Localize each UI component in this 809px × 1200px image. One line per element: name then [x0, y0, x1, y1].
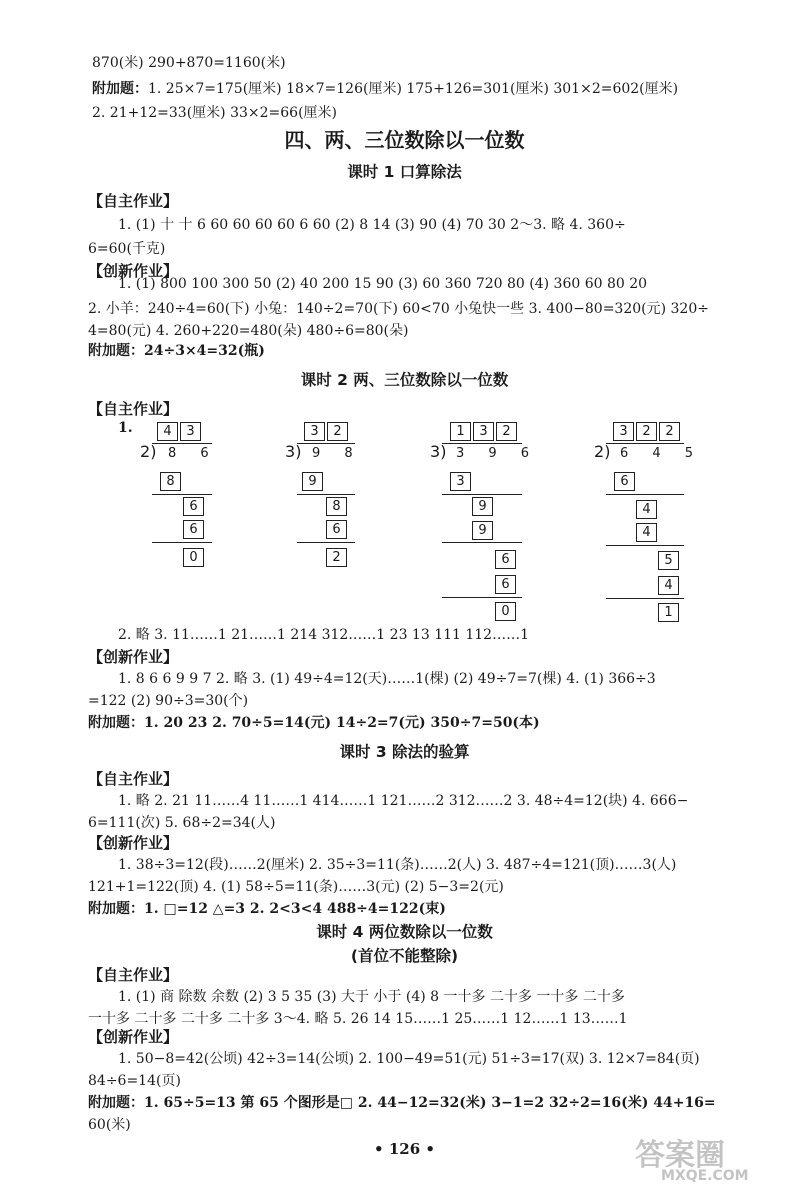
- text-line: =122 (2) 90÷3=30(个): [88, 693, 249, 709]
- step-line: [442, 494, 522, 495]
- digit-box: 2: [659, 422, 680, 441]
- section-label: 【自主作业】: [88, 400, 179, 418]
- lesson-subtitle: (首位不能整除): [350, 947, 459, 965]
- quotient-boxes: [157, 422, 203, 441]
- digit-box: 6: [614, 472, 635, 491]
- digit-box: 9: [302, 472, 323, 491]
- digit-box: 1: [658, 603, 679, 622]
- digit-box: 3: [304, 422, 325, 441]
- chapter-title: 四、两、三位数除以一位数: [284, 128, 525, 152]
- dividend: 9 8: [312, 446, 363, 461]
- digit-box: 9: [472, 521, 493, 540]
- quotient-boxes: [450, 422, 519, 441]
- division-bracket: 2): [140, 442, 157, 461]
- extra-content: 1. 25×7=175(厘米) 18×7=126(厘米) 175+126=301(厘米) 301×2=602(厘米): [148, 81, 679, 97]
- digit-box: 4: [658, 576, 679, 595]
- lesson-title: 课时 3 除法的验算: [339, 743, 470, 761]
- text-line: 60(米): [88, 1117, 131, 1133]
- text-line: 1. (1) 800 100 300 50 (2) 40 200 15 90 (3) 60 360 720 80 (4) 360 60 80 20: [118, 276, 648, 292]
- step-line: [297, 494, 355, 495]
- digit-box: 8: [326, 497, 347, 516]
- lesson-title: 课时 4 两位数除以一位数: [316, 923, 493, 941]
- extra-question: 附加题：1. □=12 △=3 2. 2<3<4 488÷4=122(束): [88, 901, 446, 917]
- divisor-line: [152, 443, 212, 444]
- division-bracket: 2): [594, 442, 611, 461]
- text-line: 870(米) 290+870=1160(米): [92, 55, 286, 71]
- text-line: 1. (1) 十 十 6 60 60 60 60 6 60 (2) 8 14 (3) 90 (4) 70 30 2～3. 略 4. 360÷: [118, 217, 626, 233]
- lesson-title: 课时 1 口算除法: [347, 163, 462, 181]
- divisor-line: [442, 443, 522, 444]
- divisor: 2: [594, 442, 605, 461]
- digit-box: 9: [472, 497, 493, 516]
- division-bracket: 3): [430, 442, 447, 461]
- step-line: [606, 545, 684, 546]
- text-line: 121+1=122(顶) 4. (1) 58÷5=11(条)……3(元) (2) 5−3=2(元): [88, 879, 504, 895]
- division-bracket: 3): [285, 442, 302, 461]
- section-label: 【创新作业】: [88, 1028, 179, 1046]
- quotient-boxes: [304, 422, 350, 441]
- text-line: [92, 78, 678, 98]
- extra-label: 附加题：: [92, 81, 148, 97]
- extra-question: 附加题：1. 65÷5=13 第 65 个图形是□ 2. 44−12=32(米) 3−1=2 32÷2=16(米) 44+16=: [88, 1095, 716, 1111]
- page-number: • 126 •: [374, 1140, 435, 1158]
- digit-box: 8: [160, 472, 181, 491]
- text-line: 1. 38÷3=12(段)……2(厘米) 2. 35÷3=11(条)……2(人) 3. 487÷4=121(顶)……3(人): [118, 857, 677, 873]
- digit-box: 2: [636, 422, 657, 441]
- digit-box: 3: [613, 422, 634, 441]
- text-line: 2. 小羊：240÷4=60(下) 小兔：140÷2=70(下) 60<70 小兔快一些 3. 400−80=320(元) 320÷: [88, 301, 709, 317]
- item-number: 1.: [118, 420, 133, 436]
- digit-box: 6: [326, 520, 347, 539]
- text-line: 2. 略 3. 11……1 21……1 214 312……1 23 13 111 112……1: [118, 627, 529, 643]
- text-line: 1. 50−8=42(公顷) 42÷3=14(公顷) 2. 100−49=51(元) 51÷3=17(双) 3. 12×7=84(页): [118, 1051, 700, 1067]
- section-label: 【创新作业】: [88, 262, 179, 280]
- dividend: 8 6: [168, 446, 219, 461]
- watermark-text: 答案圈: [635, 1138, 725, 1173]
- digit-box: 6: [495, 550, 516, 569]
- text-line: 1. 8 6 6 9 9 7 2. 略 3. (1) 49÷4=12(天)……1(棵) (2) 49÷7=7(棵) 4. (1) 366÷3: [118, 671, 656, 687]
- section-label: 【自主作业】: [88, 966, 179, 984]
- dividend: 3 9 6: [456, 446, 540, 461]
- step-line: [297, 542, 355, 543]
- digit-box: 2: [326, 548, 347, 567]
- extra-question: 附加题：1. 20 23 2. 70÷5=14(元) 14÷2=7(元) 350÷7=50(本): [88, 715, 540, 731]
- text-line: 6=60(千克): [88, 241, 166, 257]
- divisor: 3: [430, 442, 441, 461]
- text-line: 4=80(元) 4. 260+220=480(朵) 480÷6=80(朵): [88, 323, 409, 339]
- extra-question: 附加题：24÷3×4=32(瓶): [88, 343, 265, 359]
- digit-box: 6: [183, 497, 204, 516]
- lesson-title: 课时 2 两、三位数除以一位数: [300, 371, 509, 389]
- digit-box: 0: [495, 602, 516, 621]
- digit-box: 4: [157, 422, 178, 441]
- step-line: [442, 597, 522, 598]
- digit-box: 2: [327, 422, 348, 441]
- text-line: 2. 21+12=33(厘米) 33×2=66(厘米): [92, 105, 338, 121]
- text-line: 1. (1) 商 除数 余数 (2) 3 5 35 (3) 大于 小于 (4) 8 一十多 二十多 一十多 二十多: [118, 989, 625, 1005]
- section-label: 【自主作业】: [88, 192, 179, 210]
- digit-box: 6: [495, 575, 516, 594]
- step-line: [606, 494, 684, 495]
- digit-box: 5: [658, 551, 679, 570]
- digit-box: 4: [636, 523, 657, 542]
- watermark-url: MXQE.COM: [661, 1168, 749, 1184]
- text-line: 1. 略 2. 21 11……4 11……1 414……1 121……2 312……2 3. 48÷4=12(块) 4. 666−: [118, 793, 689, 809]
- text-line: 6=111(次) 5. 68÷2=34(人): [88, 815, 276, 831]
- step-line: [152, 494, 212, 495]
- digit-box: 4: [636, 500, 657, 519]
- section-label: 【自主作业】: [88, 770, 179, 788]
- digit-box: 0: [183, 548, 204, 567]
- text-line: 一十多 二十多 二十多 二十多 3～4. 略 5. 26 14 15……1 25……1 12……1 13……1: [88, 1011, 628, 1027]
- section-label: 【创新作业】: [88, 834, 179, 852]
- quotient-boxes: [613, 422, 682, 441]
- text-line: 84÷6=14(页): [88, 1073, 181, 1089]
- digit-box: 2: [496, 422, 517, 441]
- divisor: 2: [140, 442, 151, 461]
- digit-box: 3: [450, 472, 471, 491]
- dividend: 6 4 5: [620, 446, 704, 461]
- section-label: 【创新作业】: [88, 648, 179, 666]
- step-line: [606, 598, 684, 599]
- digit-box: 3: [473, 422, 494, 441]
- divisor-line: [606, 443, 684, 444]
- divisor: 3: [285, 442, 296, 461]
- divisor-line: [297, 443, 355, 444]
- step-line: [152, 542, 212, 543]
- step-line: [442, 542, 522, 543]
- digit-box: 3: [180, 422, 201, 441]
- digit-box: 6: [183, 520, 204, 539]
- digit-box: 1: [450, 422, 471, 441]
- watermark-logo: [625, 1130, 795, 1188]
